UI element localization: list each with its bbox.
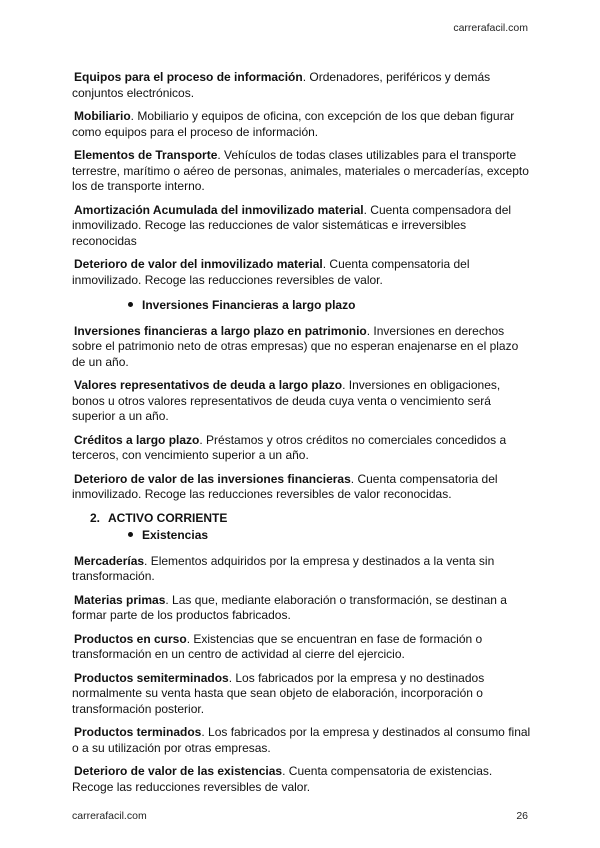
section-title: ACTIVO CORRIENTE	[108, 510, 228, 525]
entry-term: Deterioro de valor de las inversiones financieras	[74, 471, 351, 486]
entry-description: . Inversiones en obligaciones, bonos u otros valores representativos de deuda cuya venta o vencimiento será superior a un año.	[72, 378, 501, 423]
entry-description: . Las que, mediante elaboración o transformación, se destinan a formar parte de los productos fabricados.	[72, 592, 507, 622]
entry-description: . Existencias que se encuentran en fase de formación o transformación en un centro de actividad al cierre del ejercicio.	[72, 631, 483, 661]
definition-entry	[72, 378, 532, 425]
footer-site-name: carrerafacil.com	[72, 810, 147, 822]
definition-entry	[72, 764, 532, 795]
header-site-name: carrerafacil.com	[453, 22, 528, 34]
definition-entry	[72, 257, 532, 288]
bullet-dot-icon	[128, 302, 133, 307]
entry-term: Mercaderías	[74, 553, 145, 568]
entry-description: . Vehículos de todas clases utilizables para el transporte terrestre, marítimo o aéreo de personas, animales, materiales o mercaderías, excepto los de transporte interno.	[72, 148, 529, 193]
definition-entry	[72, 203, 532, 250]
entry-description: . Los fabricados por la empresa y no destinados normalmente su venta hasta que sean objeto de elaboración, incorporación o transformación posterior.	[72, 670, 485, 716]
definition-entry	[72, 671, 532, 718]
entry-description: . Cuenta compensatoria del inmovilizado. Recoge las reducciones reversibles de valor reconocidas.	[72, 471, 498, 501]
entry-term: Deterioro de valor de las existencias	[74, 764, 283, 778]
page-number: 26	[516, 810, 528, 822]
entry-description: . Cuenta compensatoria de existencias. Recoge las reducciones reversibles de valor.	[72, 764, 493, 794]
entry-term: Productos terminados	[74, 725, 202, 739]
entry-term: Materias primas	[74, 592, 166, 607]
entry-description: . Préstamos y otros créditos no comerciales concedidos a terceros, con vencimiento superior a un año.	[72, 432, 507, 462]
entries-group-a	[72, 70, 532, 288]
definition-entry	[72, 554, 532, 585]
entry-description: . Inversiones en derechos sobre el patrimonio neto de otras empresas) que no esperan enajenarse en el plazo de un año.	[72, 323, 519, 369]
entries-group-b	[72, 324, 532, 503]
definition-entry	[72, 324, 532, 371]
bullet-heading-text: Existencias	[142, 528, 209, 542]
definition-entry	[72, 472, 532, 503]
entry-term: Elementos de Transporte	[74, 148, 218, 162]
entry-term: Mobiliario	[74, 109, 131, 123]
entry-term: Inversiones financieras a largo plazo en patrimonio	[74, 323, 367, 338]
section-number: 2.	[90, 510, 101, 525]
entry-term: Equipos para el proceso de información	[74, 70, 303, 84]
page-content	[72, 70, 532, 803]
definition-entry	[72, 593, 532, 624]
entry-term: Valores representativos de deuda a largo plazo	[74, 378, 343, 392]
entry-term: Deterioro de valor del inmovilizado material	[74, 257, 323, 271]
definition-entry	[72, 632, 532, 663]
entry-description: . Ordenadores, periféricos y demás conjuntos electrónicos.	[72, 70, 491, 100]
entry-term: Productos semiterminados	[74, 670, 229, 685]
entry-term: Créditos a largo plazo	[74, 432, 200, 447]
entry-description: . Los fabricados por la empresa y destinados al consumo final o a su utilización por otras empresas.	[72, 725, 531, 755]
entry-description: . Cuenta compensatoria del inmovilizado. Recoge las reducciones reversibles de valor.	[72, 257, 470, 287]
definition-entry	[72, 109, 532, 140]
bullet-heading-inversiones	[128, 298, 532, 314]
bullet-dot-icon	[128, 532, 133, 537]
definition-entry	[72, 725, 532, 756]
entries-group-c	[72, 554, 532, 796]
entry-description: . Mobiliario y equipos de oficina, con excepción de los que deban figurar como equipos para el proceso de información.	[72, 109, 515, 139]
entry-description: . Elementos adquiridos por la empresa y destinados a la venta sin transformación.	[72, 553, 495, 583]
entry-term: Productos en curso	[74, 631, 187, 646]
entry-description: . Cuenta compensadora del inmovilizado. Recoge las reducciones de valor sistemáticas e irreversibles reconocidas	[72, 202, 512, 248]
entry-term: Amortización Acumulada del inmovilizado material	[74, 202, 364, 217]
section-heading-activo-corriente	[90, 511, 532, 527]
definition-entry	[72, 70, 532, 101]
bullet-heading-text: Inversiones Financieras a largo plazo	[142, 298, 356, 312]
bullet-heading-existencias	[128, 528, 532, 544]
definition-entry	[72, 148, 532, 195]
definition-entry	[72, 433, 532, 464]
